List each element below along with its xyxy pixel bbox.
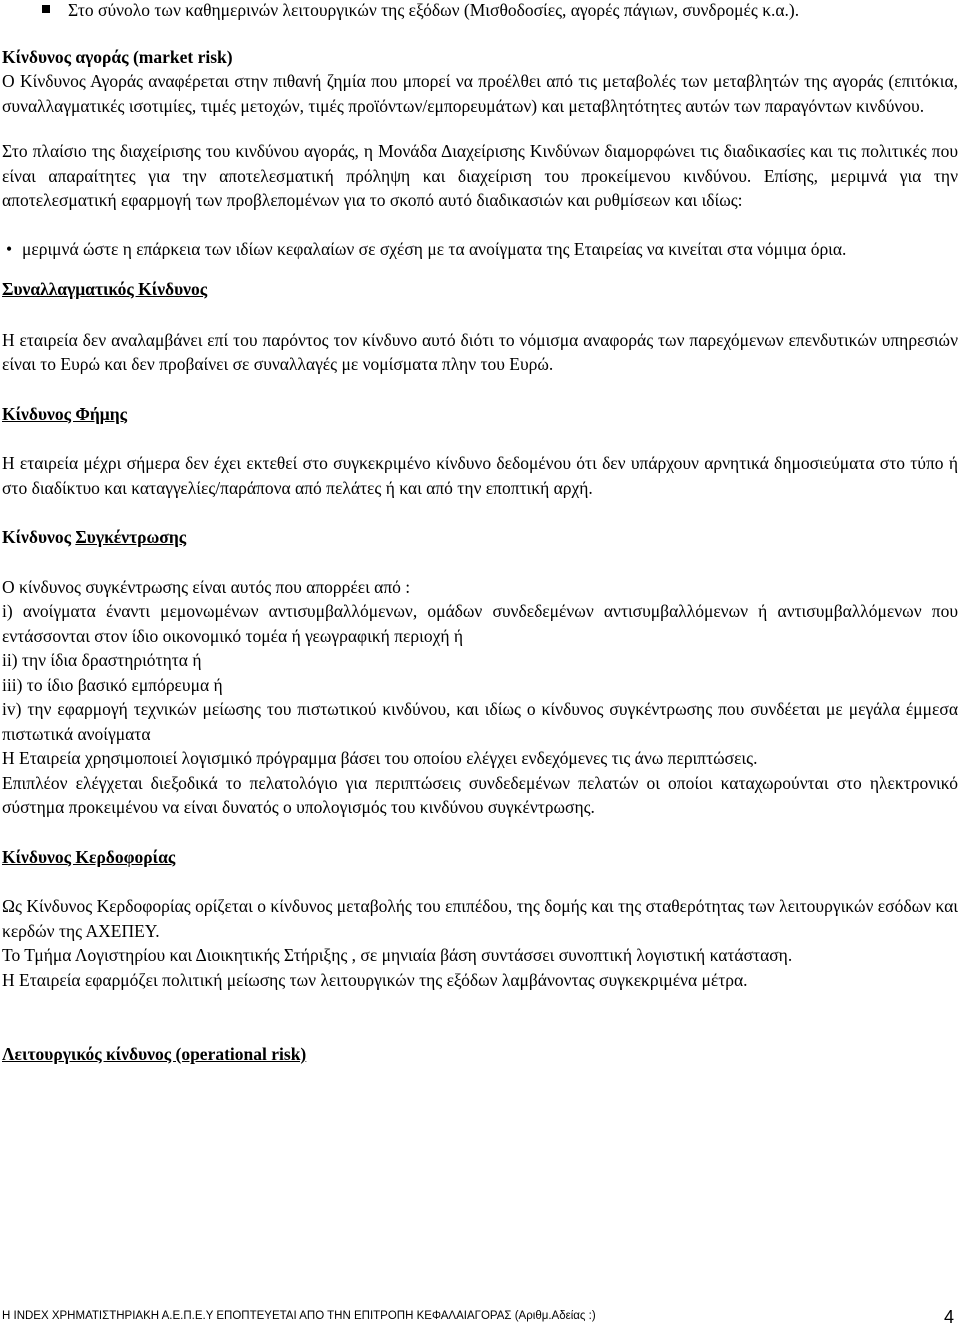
market-risk-bullet (2, 237, 958, 262)
operational-risk-heading: Λειτουργικός κίνδυνος (operational risk) (2, 1044, 307, 1064)
intro-bullet (2, 0, 958, 23)
profit-risk-heading: Κίνδυνος Κερδοφορίας (2, 846, 176, 867)
concentration-item-iv: iv) την εφαρμογή τεχνικών μείωσης του πιστωτικού κινδύνου, και ιδίως ο κίνδυνος συγκέντρωσης που συνδέεται με μεγάλα έμμεσα πιστωτικά ανοίγματα (2, 699, 958, 744)
concentration-intro: Ο κίνδυνος συγκέντρωσης είναι αυτός που απορρέει από : (2, 576, 411, 597)
page-footer: Η INDEX ΧΡΗΜΑΤΙΣΤΗΡΙΑΚΗ Α.Ε.Π.Ε.Υ ΕΠΟΠΤΕΥΕΤΑΙ ΑΠΟ ΤΗΝ ΕΠΙΤΡΟΠΗ ΚΕΦΑΛΑΙΑΓΟΡΑΣ (Αριθμ.Αδείας :) (2, 1310, 596, 1322)
concentration-item-i: i) ανοίγματα έναντι μεμονωμένων αντισυμβαλλόμενων, ομάδων συνδεδεμένων αντισυμβαλλόμενων ή αντισυμβαλλόμενων που εντάσσονται στον ίδιο οικονομικό τομέα ή γεωγραφική περιοχή ή (2, 601, 958, 646)
concentration-paragraph-2: Η Εταιρεία χρησιμοποιεί λογισμικό πρόγραμμα βάσει του οποίου ελέγχει ενδεχόμενες τις άνω περιπτώσεις. (2, 748, 758, 768)
fx-risk-paragraph: Η εταιρεία δεν αναλαμβάνει επί του παρόντος τον κίνδυνο αυτό διότι το νόμισμα αναφοράς των παρεχόμενων επενδυτικών υπηρεσιών είναι το Ευρώ και δεν προβαίνει σε συναλλαγές με νομίσματα πλην του Ευρώ. (2, 329, 958, 374)
concentration-heading-underlined: Συγκέντρωσης (75, 527, 187, 547)
bullet-dot-icon: • (6, 238, 13, 259)
profit-risk-paragraph-3: Η Εταιρεία εφαρμόζει πολιτική μείωσης των λειτουργικών της εξόδων λαμβάνοντας συγκεκριμένα μέτρα. (2, 969, 748, 990)
market-risk-paragraph-2: Στο πλαίσιο της διαχείρισης του κινδύνου αγοράς, η Μονάδα Διαχείρισης Κινδύνων διαμορφώνει τις διαδικασίες και τις πολιτικές που είναι απαραίτητες για την αποτελεσματική πρόληψη και διαχείριση του προκείμενου κινδύνου. Επίσης, μεριμνά για την αποτελεσματική εφαρμογή των προβλεπομένων για το σκοπό αυτό διαδικασιών και ρυθμίσεων και ιδίως: (2, 141, 958, 210)
reputation-risk-paragraph: Η εταιρεία μέχρι σήμερα δεν έχει εκτεθεί στο συγκεκριμένο κίνδυνο δεδομένου ότι δεν υπάρχουν αρνητικά δημοσιεύματα στο τύπο ή στο διαδίκτυο και καταγγελίες/παράπονα από πελάτες ή και από την εποπτική αρχή. (2, 453, 958, 498)
concentration-paragraph-3: Επιπλέον ελέγχεται διεξοδικά το πελατολόγιο για περιπτώσεις συνδεδεμένων πελατών οι οποίοι καταχωρούνται στο ηλεκτρονικό σύστημα προκειμένου να είναι δυνατός ο υπολογισμός του κινδύνου συγκέντρωσης. (2, 772, 958, 817)
profit-risk-paragraph-1: Ως Κίνδυνος Κερδοφορίας ορίζεται ο κίνδυνος μεταβολής του επιπέδου, της δομής και της σταθερότητας των λειτουργικών εσόδων και κερδών της ΑΧΕΠΕΥ. (2, 896, 958, 941)
concentration-item-iii: iii) το ίδιο βασικό εμπόρευμα ή (2, 674, 223, 695)
concentration-item-ii: ii) την ίδια δραστηριότητα ή (2, 650, 202, 670)
market-risk-heading: Κίνδυνος αγοράς (market risk) (2, 46, 233, 67)
intro-bullet-text: Στο σύνολο των καθημερινών λειτουργικών της εξόδων (Μισθοδοσίες, αγορές πάγιων, συνδρομές κ.α.). (68, 0, 800, 20)
market-risk-bullet-text: μεριμνά ώστε η επάρκεια των ιδίων κεφαλαίων σε σχέση με τα ανοίγματα της Εταιρείας να κινείται στα νόμιμα όρια. (22, 238, 847, 259)
concentration-risk-heading (2, 525, 958, 550)
profit-risk-paragraph-2: Το Τμήμα Λογιστηρίου και Διοικητικής Στήριξης , σε μηνιαία βάση συντάσσει συνοπτική λογιστική κατάσταση. (2, 945, 793, 965)
market-risk-paragraph-1: Ο Κίνδυνος Αγοράς αναφέρεται στην πιθανή ζημία που μπορεί να προέλθει από τις μεταβολές των μεταβλητών της αγοράς (επιτόκια, συναλλαγματικές ισοτιμίες, τιμές μετοχών, τιμές προϊόντων/εμπορευμάτων) και μεταβλητότητες αυτών των παραγόντων κινδύνου. (2, 71, 958, 116)
square-bullet-icon (42, 5, 50, 13)
concentration-heading-prefix: Κίνδυνος (2, 527, 76, 547)
fx-risk-heading: Συναλλαγματικός Κίνδυνος (2, 279, 208, 299)
reputation-risk-heading: Κίνδυνος Φήμης (2, 403, 128, 424)
page-number: 4 (943, 1307, 954, 1327)
